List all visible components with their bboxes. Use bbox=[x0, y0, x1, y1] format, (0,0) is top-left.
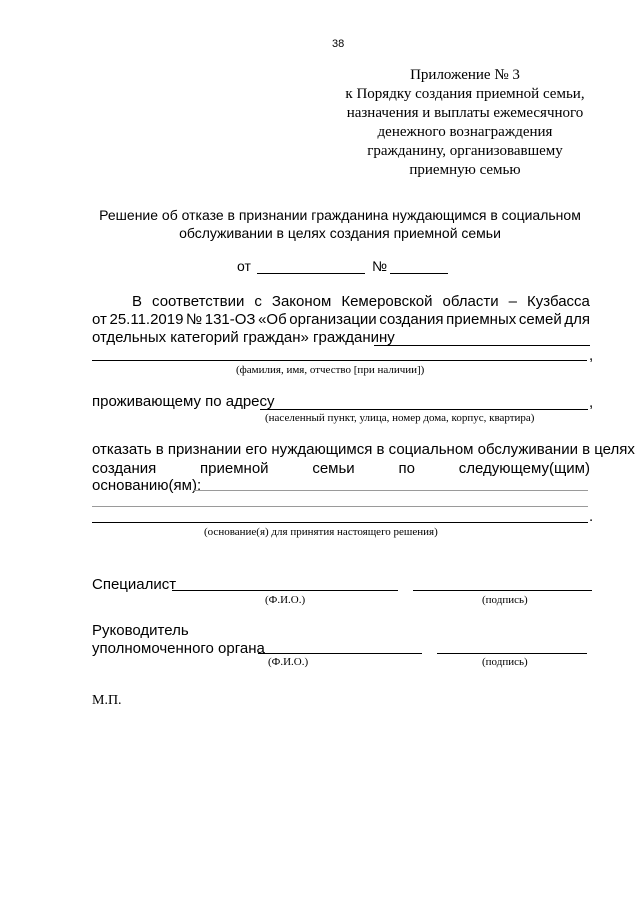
word: организации bbox=[289, 311, 377, 328]
comma: , bbox=[589, 347, 594, 364]
appendix-line: Приложение № 3 bbox=[410, 67, 520, 83]
word: создания bbox=[92, 460, 157, 477]
refuse-line-3: основанию(ям): bbox=[92, 477, 202, 494]
head-fio-field[interactable] bbox=[258, 653, 422, 654]
head-label-2: уполномоченного органа bbox=[92, 640, 265, 657]
fio-caption: (Ф.И.О.) bbox=[268, 656, 309, 668]
specialist-fio-field[interactable] bbox=[172, 590, 398, 591]
document-title bbox=[90, 206, 590, 242]
word: от bbox=[92, 311, 107, 328]
reason-field-1[interactable] bbox=[194, 490, 588, 491]
reason-caption: (основание(я) для принятия настоящего решения) bbox=[204, 526, 438, 538]
fio-caption: (Ф.И.О.) bbox=[265, 594, 306, 606]
word: области bbox=[442, 293, 499, 310]
citizen-name-field-1[interactable] bbox=[374, 345, 590, 346]
word: следующему(щим) bbox=[458, 460, 590, 477]
word: Законом bbox=[271, 293, 332, 310]
word: семьи bbox=[312, 460, 355, 477]
body-line-2 bbox=[92, 311, 590, 328]
appendix-line: к Порядку создания приемной семьи, bbox=[345, 86, 585, 102]
word: для bbox=[564, 311, 590, 328]
signature-caption: (подпись) bbox=[482, 656, 528, 668]
address-caption: (населенный пункт, улица, номер дома, корпус, квартира) bbox=[265, 412, 535, 424]
word: соответствии bbox=[152, 293, 245, 310]
word: приемной bbox=[200, 460, 269, 477]
word: «Об bbox=[258, 311, 287, 328]
citizen-name-field-2[interactable] bbox=[92, 360, 587, 361]
appendix-line: гражданину, организовавшему bbox=[367, 143, 563, 159]
refuse-line-1: отказать в признании его нуждающимся в социальном обслуживании в целях bbox=[92, 441, 635, 458]
specialist-label: Специалист bbox=[92, 576, 177, 593]
word: Кузбасса bbox=[527, 293, 590, 310]
date-field[interactable] bbox=[257, 273, 365, 274]
date-label: от bbox=[237, 258, 251, 274]
word: с bbox=[254, 293, 262, 310]
body-line-3: отдельных категорий граждан» гражданину bbox=[92, 329, 395, 346]
address-field[interactable] bbox=[260, 409, 588, 410]
page-number: 38 bbox=[332, 38, 345, 50]
word: создания bbox=[379, 311, 444, 328]
address-label: проживающему по адресу bbox=[92, 393, 275, 410]
comma: , bbox=[589, 394, 594, 411]
appendix-line: приемную семью bbox=[409, 162, 521, 178]
head-signature-field[interactable] bbox=[437, 653, 587, 654]
word: 131-ОЗ bbox=[204, 311, 256, 328]
word: по bbox=[398, 460, 415, 477]
number-field[interactable] bbox=[390, 273, 448, 274]
appendix-line: назначения и выплаты ежемесячного bbox=[346, 105, 584, 121]
stamp-placeholder: М.П. bbox=[92, 693, 122, 708]
word: В bbox=[132, 293, 143, 310]
signature-caption: (подпись) bbox=[482, 594, 528, 606]
reason-field-3[interactable] bbox=[92, 522, 588, 523]
fio-caption: (фамилия, имя, отчество [при наличии]) bbox=[236, 364, 425, 376]
reason-field-2[interactable] bbox=[92, 506, 588, 507]
title-line: обслуживании в целях создания приемной семьи bbox=[179, 225, 501, 241]
specialist-signature-field[interactable] bbox=[413, 590, 592, 591]
word: семей bbox=[518, 311, 562, 328]
word: № bbox=[186, 311, 203, 328]
refuse-line-2 bbox=[92, 460, 590, 477]
appendix-line: денежного вознаграждения bbox=[377, 124, 553, 140]
appendix-block bbox=[340, 66, 590, 180]
title-line: Решение об отказе в признании гражданина нуждающимся в социальном bbox=[99, 207, 581, 223]
period: . bbox=[589, 508, 594, 525]
word: Кемеровской bbox=[341, 293, 433, 310]
body-line-1 bbox=[132, 293, 590, 310]
number-label: № bbox=[372, 258, 388, 274]
word: – bbox=[508, 293, 517, 310]
word: приемных bbox=[446, 311, 517, 328]
word: 25.11.2019 bbox=[109, 311, 184, 328]
head-label-1: Руководитель bbox=[92, 622, 189, 639]
